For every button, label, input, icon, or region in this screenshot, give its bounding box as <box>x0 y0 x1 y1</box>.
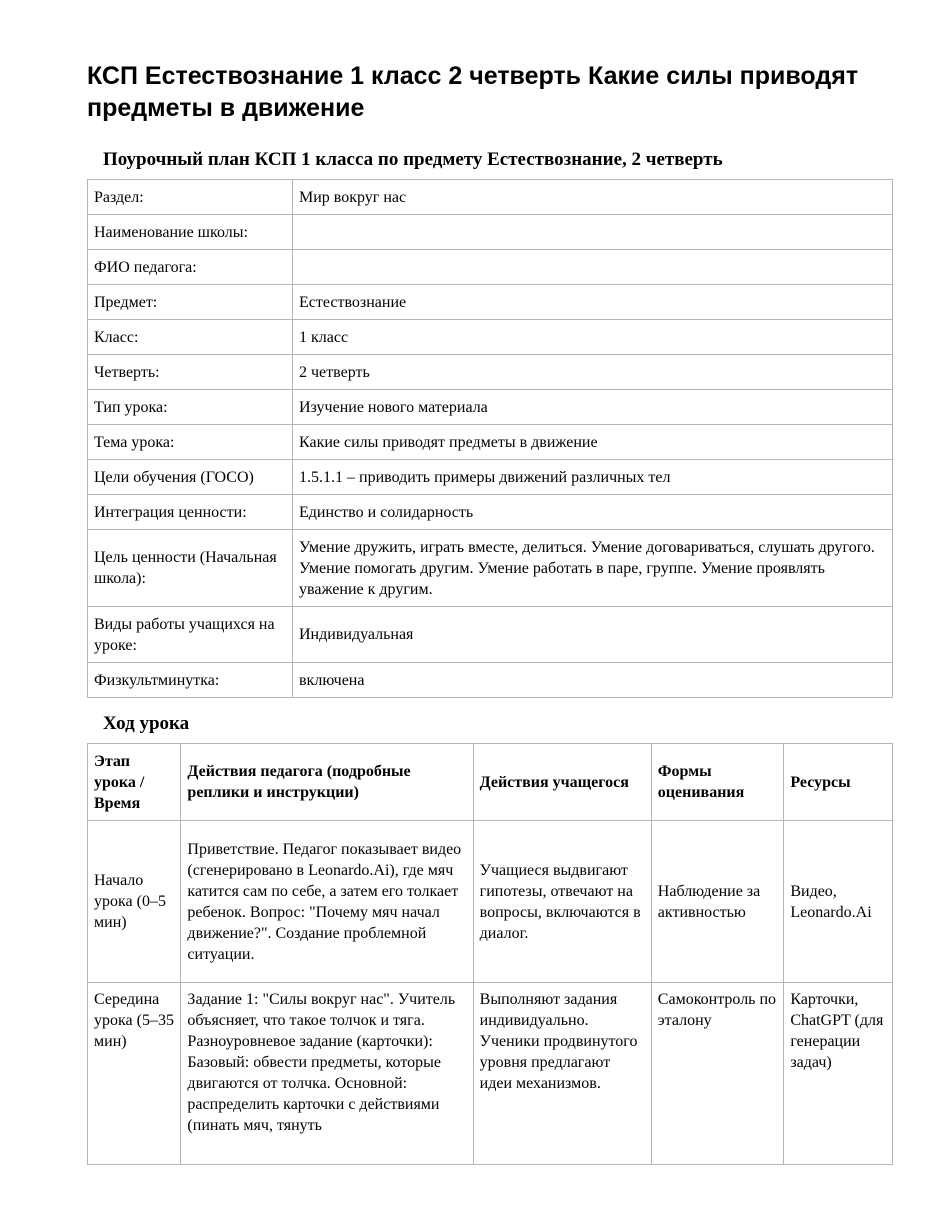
assessment-cell: Наблюдение за активностью <box>651 821 784 983</box>
teacher-actions-cell: Приветствие. Педагог показывает видео (сгенерировано в Leonardo.Ai), где мяч катится сам по себе, а затем его толкает ребенок. Вопрос: "Почему мяч начал движение?". Создание проблемной ситуации. <box>181 821 473 983</box>
info-value: Изучение нового материала <box>293 390 893 425</box>
assessment-cell: Самоконтроль по эталону <box>651 983 784 1165</box>
info-row-value-integration <box>88 495 893 530</box>
info-label: ФИО педагога: <box>88 250 293 285</box>
info-row-goals <box>88 460 893 495</box>
info-value: Мир вокруг нас <box>293 180 893 215</box>
info-label: Цель ценности (Начальная школа): <box>88 530 293 607</box>
info-row-lesson-type <box>88 390 893 425</box>
info-row-work-types <box>88 607 893 663</box>
info-value: 1 класс <box>293 320 893 355</box>
header-student-actions: Действия учащегося <box>473 744 651 821</box>
info-row-topic <box>88 425 893 460</box>
lesson-row-middle <box>88 983 893 1165</box>
info-value <box>293 250 893 285</box>
info-value: Естествознание <box>293 285 893 320</box>
info-row-subject <box>88 285 893 320</box>
lesson-header-row <box>88 744 893 821</box>
info-value: Единство и солидарность <box>293 495 893 530</box>
header-stage: Этап урока / Время <box>88 744 181 821</box>
info-row-section <box>88 180 893 215</box>
teacher-actions-cell: Задание 1: "Силы вокруг нас". Учитель объясняет, что такое толчок и тяга. Разноуровневое задание (карточки): Базовый: обвести предметы, которые двигаются от толчка. Основной: распределить карточки с действиями (пинать мяч, тянуть <box>181 983 473 1165</box>
info-label: Тип урока: <box>88 390 293 425</box>
stage-cell: Середина урока (5–35 мин) <box>88 983 181 1165</box>
info-row-value-goal <box>88 530 893 607</box>
info-label: Предмет: <box>88 285 293 320</box>
stage-cell: Начало урока (0–5 мин) <box>88 821 181 983</box>
info-label: Раздел: <box>88 180 293 215</box>
info-label: Интеграция ценности: <box>88 495 293 530</box>
document-title: КСП Естествознание 1 класс 2 четверть Какие силы приводят предметы в движение <box>87 62 859 122</box>
info-row-grade <box>88 320 893 355</box>
info-label: Четверть: <box>88 355 293 390</box>
info-value: 1.5.1.1 – приводить примеры движений различных тел <box>293 460 893 495</box>
plan-heading: Поурочный план КСП 1 класса по предмету Естествознание, 2 четверть <box>103 149 723 170</box>
info-row-teacher <box>88 250 893 285</box>
info-label: Виды работы учащихся на уроке: <box>88 607 293 663</box>
info-row-quarter <box>88 355 893 390</box>
resources-cell: Видео, Leonardo.Ai <box>784 821 893 983</box>
info-label: Физкультминутка: <box>88 663 293 698</box>
lesson-flow-table <box>87 743 893 1165</box>
student-actions-cell: Выполняют задания индивидуально. Ученики продвинутого уровня предлагают идеи механизмов. <box>473 983 651 1165</box>
header-assessment: Формы оценивания <box>651 744 784 821</box>
info-value: Умение дружить, играть вместе, делиться. Умение договариваться, слушать другого. Умение помогать другим. Умение работать в паре, группе. Умение проявлять уважение к другим. <box>293 530 893 607</box>
student-actions-cell: Учащиеся выдвигают гипотезы, отвечают на вопросы, включаются в диалог. <box>473 821 651 983</box>
info-label: Класс: <box>88 320 293 355</box>
header-teacher-actions: Действия педагога (подробные реплики и инструкции) <box>181 744 473 821</box>
info-value: включена <box>293 663 893 698</box>
info-value <box>293 215 893 250</box>
info-value: Индивидуальная <box>293 607 893 663</box>
resources-cell: Карточки, ChatGPT (для генерации задач) <box>784 983 893 1165</box>
info-label: Наименование школы: <box>88 215 293 250</box>
info-value: Какие силы приводят предметы в движение <box>293 425 893 460</box>
info-label: Тема урока: <box>88 425 293 460</box>
lesson-info-table <box>87 179 893 698</box>
info-label: Цели обучения (ГОСО) <box>88 460 293 495</box>
info-value: 2 четверть <box>293 355 893 390</box>
lesson-heading: Ход урока <box>103 713 190 734</box>
info-row-physical-break <box>88 663 893 698</box>
header-resources: Ресурсы <box>784 744 893 821</box>
info-row-school <box>88 215 893 250</box>
lesson-row-start <box>88 821 893 983</box>
